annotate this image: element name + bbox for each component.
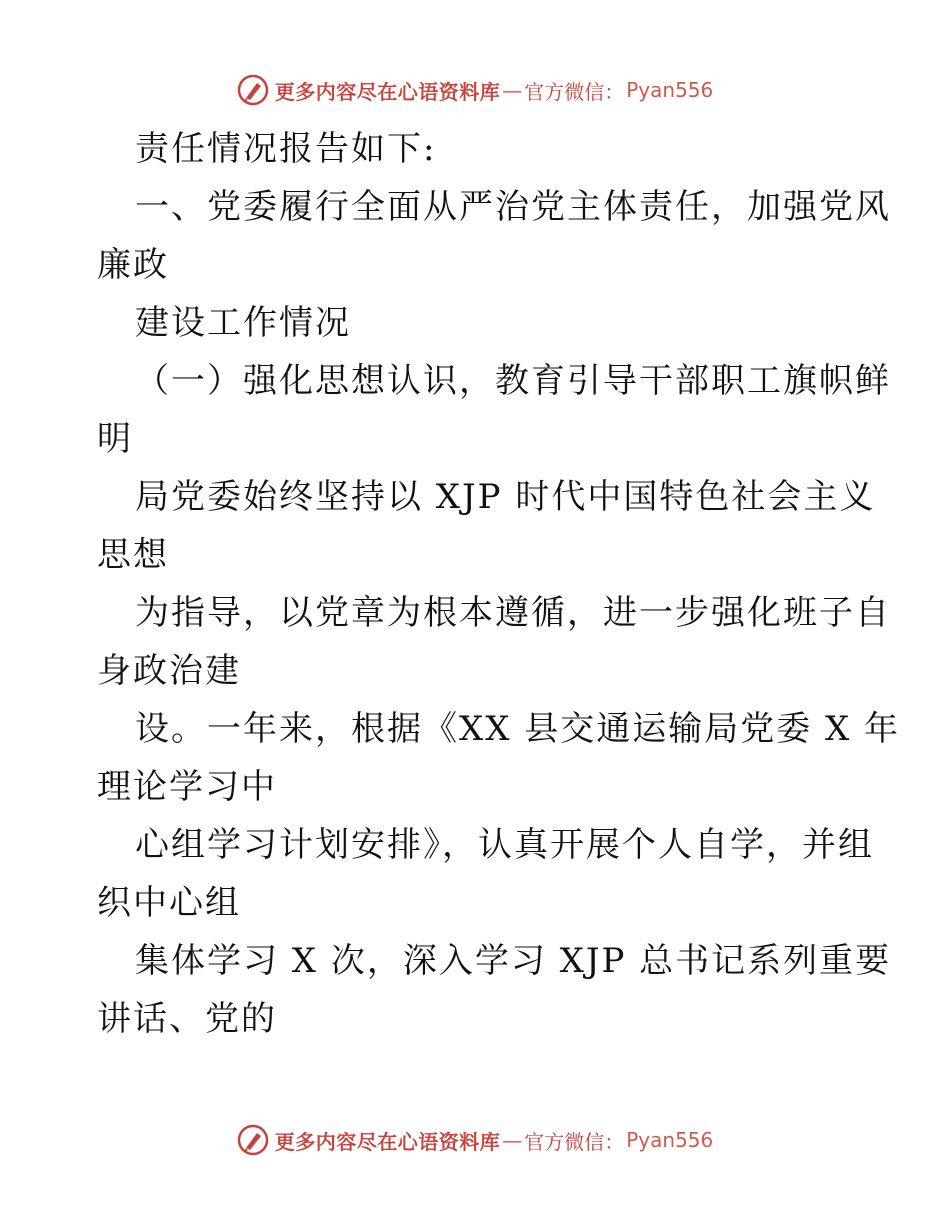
text-line: 讲话、党的 xyxy=(97,999,277,1039)
text-line: （一）强化思想认识，教育引导干部职工旗帜鲜 xyxy=(135,361,891,401)
text-line: 心组学习计划安排》，认真开展个人自学，并组 xyxy=(135,825,874,865)
watermark-dash: — xyxy=(502,1128,523,1152)
text-line: 为指导，以党章为根本遵循，进一步强化班子自 xyxy=(135,593,891,633)
footer-watermark xyxy=(0,1120,950,1160)
watermark-text: 更多内容尽在心语资料库 xyxy=(274,79,501,104)
text-line: 理论学习中 xyxy=(97,767,277,807)
text-line: 一、党委履行全面从严治党主体责任，加强党风 xyxy=(135,187,891,227)
text-line: 思想 xyxy=(97,535,169,575)
fountain-pen-seal-icon xyxy=(237,1124,269,1156)
watermark-official-label: 官方微信： xyxy=(524,79,625,104)
header-watermark xyxy=(0,70,950,110)
fountain-pen-seal-icon xyxy=(237,74,269,106)
watermark-wechat-id: Pyan556 xyxy=(626,78,714,102)
watermark-dash: — xyxy=(502,78,523,102)
text-line: 明 xyxy=(97,419,133,459)
text-line: 集体学习 X 次，深入学习 XJP 总书记系列重要 xyxy=(135,941,892,981)
text-line: 身政治建 xyxy=(97,651,241,691)
document-body xyxy=(97,120,901,1048)
text-line: 责任情况报告如下: xyxy=(135,129,437,169)
watermark-text: 更多内容尽在心语资料库 xyxy=(274,1129,501,1154)
text-line: 设。一年来，根据《XX 县交通运输局党委 X 年 xyxy=(135,709,901,749)
text-line: 廉政 xyxy=(97,245,169,285)
watermark-official-label: 官方微信： xyxy=(524,1129,625,1154)
watermark-wechat-id: Pyan556 xyxy=(626,1128,714,1152)
text-line: 建设工作情况 xyxy=(135,303,351,343)
text-line: 局党委始终坚持以 XJP 时代中国特色社会主义 xyxy=(135,477,876,517)
text-line: 织中心组 xyxy=(97,883,241,923)
